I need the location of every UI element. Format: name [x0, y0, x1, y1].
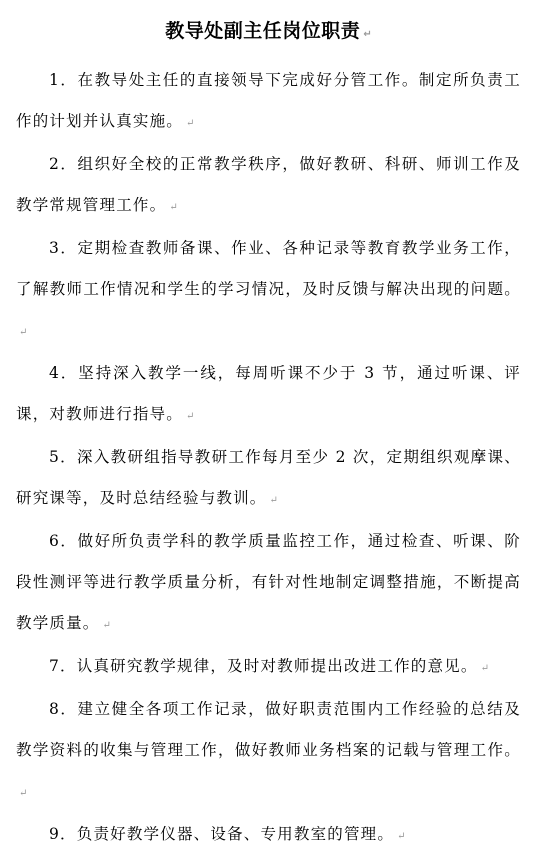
duty-item-text: 4．坚持深入教学一线，每周听课不少于 3 节，通过听课、评课，对教师进行指导。 — [16, 364, 521, 423]
paragraph-mark-icon: ↵ — [480, 663, 489, 674]
paragraph-mark-icon: ↵ — [363, 29, 372, 40]
paragraph-mark-icon: ↵ — [19, 327, 28, 338]
duty-item-text: 3．定期检查教师备课、作业、各种记录等教育教学业务工作，了解教师工作情况和学生的学习情况，及时反馈与解决出现的问题。 — [16, 239, 521, 298]
paragraph-mark-icon: ↵ — [186, 118, 195, 129]
paragraph-mark-icon: ↵ — [397, 831, 406, 842]
duty-item-8 — [16, 689, 521, 814]
duty-item-4 — [16, 353, 521, 437]
duty-item-text: 7．认真研究教学规律，及时对教师提出改进工作的意见。 — [49, 657, 478, 675]
duty-item-5 — [16, 437, 521, 521]
duty-item-text: 1．在教导处主任的直接领导下完成好分管工作。制定所负责工作的计划并认真实施。 — [16, 71, 521, 130]
paragraph-mark-icon: ↵ — [269, 495, 278, 506]
duty-item-text: 5．深入教研组指导教研工作每月至少 2 次，定期组织观摩课、研究课等，及时总结经验与教训。 — [16, 448, 521, 507]
duty-item-9 — [16, 814, 521, 857]
duty-item-text: 9．负责好教学仪器、设备、专用教室的管理。 — [49, 825, 395, 843]
duty-item-6 — [16, 521, 521, 646]
duty-item-1 — [16, 60, 521, 144]
duty-item-2 — [16, 144, 521, 228]
document-title — [0, 16, 537, 43]
paragraph-mark-icon: ↵ — [19, 788, 28, 799]
duty-item-text: 6．做好所负责学科的教学质量监控工作，通过检查、听课、阶段性测评等进行教学质量分析，有针对性地制定调整措施，不断提高教学质量。 — [16, 532, 521, 632]
duty-item-text: 2．组织好全校的正常教学秩序，做好教研、科研、师训工作及教学常规管理工作。 — [16, 155, 521, 214]
duty-item-3 — [16, 228, 521, 353]
paragraph-mark-icon: ↵ — [102, 620, 111, 631]
paragraph-mark-icon: ↵ — [169, 202, 178, 213]
duty-item-7 — [16, 646, 521, 689]
duty-list — [16, 60, 521, 857]
title-text: 教导处副主任岗位职责 — [165, 20, 361, 42]
duty-item-text: 8．建立健全各项工作记录，做好职责范围内工作经验的总结及教学资料的收集与管理工作，做好教师业务档案的记载与管理工作。 — [16, 700, 521, 759]
paragraph-mark-icon: ↵ — [186, 411, 195, 422]
